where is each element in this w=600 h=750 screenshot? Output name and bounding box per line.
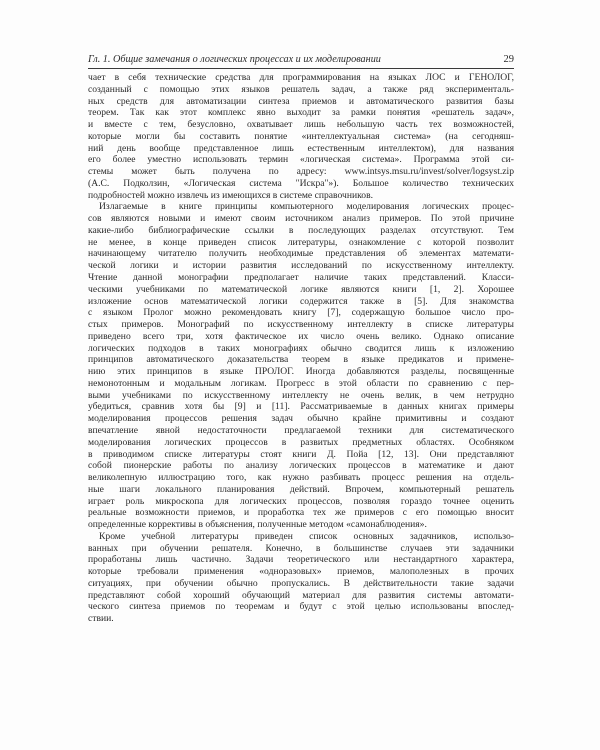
text-line: играет роль микроскопа для логических процессов, позволяя гораздо точнее оценить: [88, 495, 514, 507]
text-line: которые требовали применения «одноразовых» приемов, малополезных в прочих: [88, 566, 514, 578]
text-line: нию этих принципов в языке ПРОЛОГ. Иногда добавляются разделы, посвященные: [88, 366, 514, 378]
text-line: ситуациях, при обучении обычно пропускались. В действительности такие задачи: [88, 577, 514, 589]
text-line: ванных при обучении решателя. Конечно, в большинстве случаев эти задачники: [88, 542, 514, 554]
text-line: моделирования процессов решения задач обычно крайне примитивны и создают: [88, 413, 514, 425]
paragraph: [88, 531, 514, 625]
text-line: немонотонным и модальным логикам. Прогресс в этой области по сравнению с пер-: [88, 377, 514, 389]
text-line: которые могли бы составить понятие «интеллектуальная система» (на сегодняш-: [88, 130, 514, 142]
text-line: начинающему читателю получить необходимые представления об элементах математи-: [88, 248, 514, 260]
text-line: в приводимом списке литературы стоят книги Д. Пойа [12, 13]. Они представляют: [88, 448, 514, 460]
text-line: с языком Пролог можно рекомендовать книгу [7], содержащую большое число про-: [88, 307, 514, 319]
text-line: выми учебниками по искусственному интеллекту не очень велик, в чем нетрудно: [88, 389, 514, 401]
text-line: ные шаги локального планирования действий. Впрочем, компьютерный решатель: [88, 483, 514, 495]
text-line: созданный с помощью этих языков решатель задач, а также ряд эксперименталь-: [88, 83, 514, 95]
running-head: [88, 52, 514, 66]
text-line: теорем. Так как этот комплекс явно выходит за рамки понятия «решатель задач»,: [88, 107, 514, 119]
text-line: моделирования логических процессов в развитых предметных областях. Особняком: [88, 436, 514, 448]
text-line: не менее, в конце приведен список литературы, ознакомление с которой позволит: [88, 236, 514, 248]
text-line: приведено всего три, хотя фактическое их число очень велико. Однако описание: [88, 330, 514, 342]
text-line: Кроме учебной литературы приведен список основных задачников, использо-: [99, 530, 514, 542]
text-line: его более уместно использовать термин «логическая система». Программа этой си-: [88, 154, 514, 166]
text-line: подробностей можно извлечь из имеющихся в системе справочников.: [88, 189, 374, 201]
text-line: сов являются новыми и имеют своим источником анализ примеров. По этой причине: [88, 213, 514, 225]
text-line: Излагаемые в книге принципы компьютерного моделирования логических процес-: [99, 201, 514, 213]
text-line: какие-либо библиографические ссылки в последующих разделах отсутствуют. Тем: [88, 224, 514, 236]
text-line: представляют собой хороший обучающий материал для развития системы автомати-: [88, 589, 514, 601]
text-line: собой пионерские работы по анализу логических процессов в математике и дают: [88, 460, 514, 472]
text-line: стых примеров. Монографий по искусственному интеллекту в списке литературы: [88, 319, 514, 331]
text-line: ческого синтеза приемов по теоремам и будут с этой целью использованы впослед-: [88, 601, 514, 613]
text-line: и вместе с тем, безусловно, охватывает лишь небольшую часть тех возможностей,: [88, 119, 514, 131]
page-number: 29: [503, 54, 514, 65]
text-line: (А.С. Подколзин, «Логическая система "Искра"»). Большое количество технических: [88, 177, 514, 189]
text-line: принципов автоматического доказательства теорем в языке предикатов и примене-: [88, 354, 514, 366]
text-line: ческой логики и истории развития исследований по искусственному интеллекту.: [88, 260, 514, 272]
text-line: ний день вообще представленное лишь естественным интеллектом), для названия: [88, 142, 514, 154]
text-line: определенные коррективы в объяснения, полученные методом «самонаблюдения».: [88, 519, 427, 531]
text-line: реальные возможности приемов, и проработка тех же примеров с его помощью вносит: [88, 507, 514, 519]
text-line: ных средств для автоматизации синтеза приемов и автоматического развития базы: [88, 95, 514, 107]
text-line: ствии.: [88, 613, 114, 625]
text-line: проработаны лишь частично. Задачи теоретического или нестандартного характера,: [88, 554, 514, 566]
chapter-title: Гл. 1. Общие замечания о логических процессах и их моделировании: [88, 54, 381, 65]
text-line: изложение основ математической логики содержится также в [5]. Для знакомства: [88, 295, 514, 307]
paragraph: [88, 201, 514, 530]
text-line: чает в себя технические средства для программирования на языках ЛОС и ГЕНОЛОГ,: [88, 72, 514, 83]
header-rule: [88, 68, 514, 69]
paragraph: [88, 72, 514, 201]
text-line: впечатление явной недостаточности предлагаемой техники для систематического: [88, 424, 514, 436]
text-line: убедиться, сравнив хотя бы [9] и [11]. Рассматриваемые в данных книгах примеры: [88, 401, 514, 413]
text-line: логических подходов в таких монографиях обычно сводится лишь к изложению: [88, 342, 514, 354]
text-line: великолепную иллюстрацию того, как нужно разбивать процесс решения на отдель-: [88, 472, 514, 484]
text-line: стемы может быть получена по адресу: www.intsys.msu.ru/invest/solver/logsyst.zip: [88, 166, 514, 178]
body-text: [88, 72, 514, 625]
text-line: ческими учебниками по математической логике являются книги [1, 2]. Хорошее: [88, 283, 514, 295]
text-line: Чтение данной монографии предполагает наличие таких представлений. Класси-: [88, 272, 514, 284]
